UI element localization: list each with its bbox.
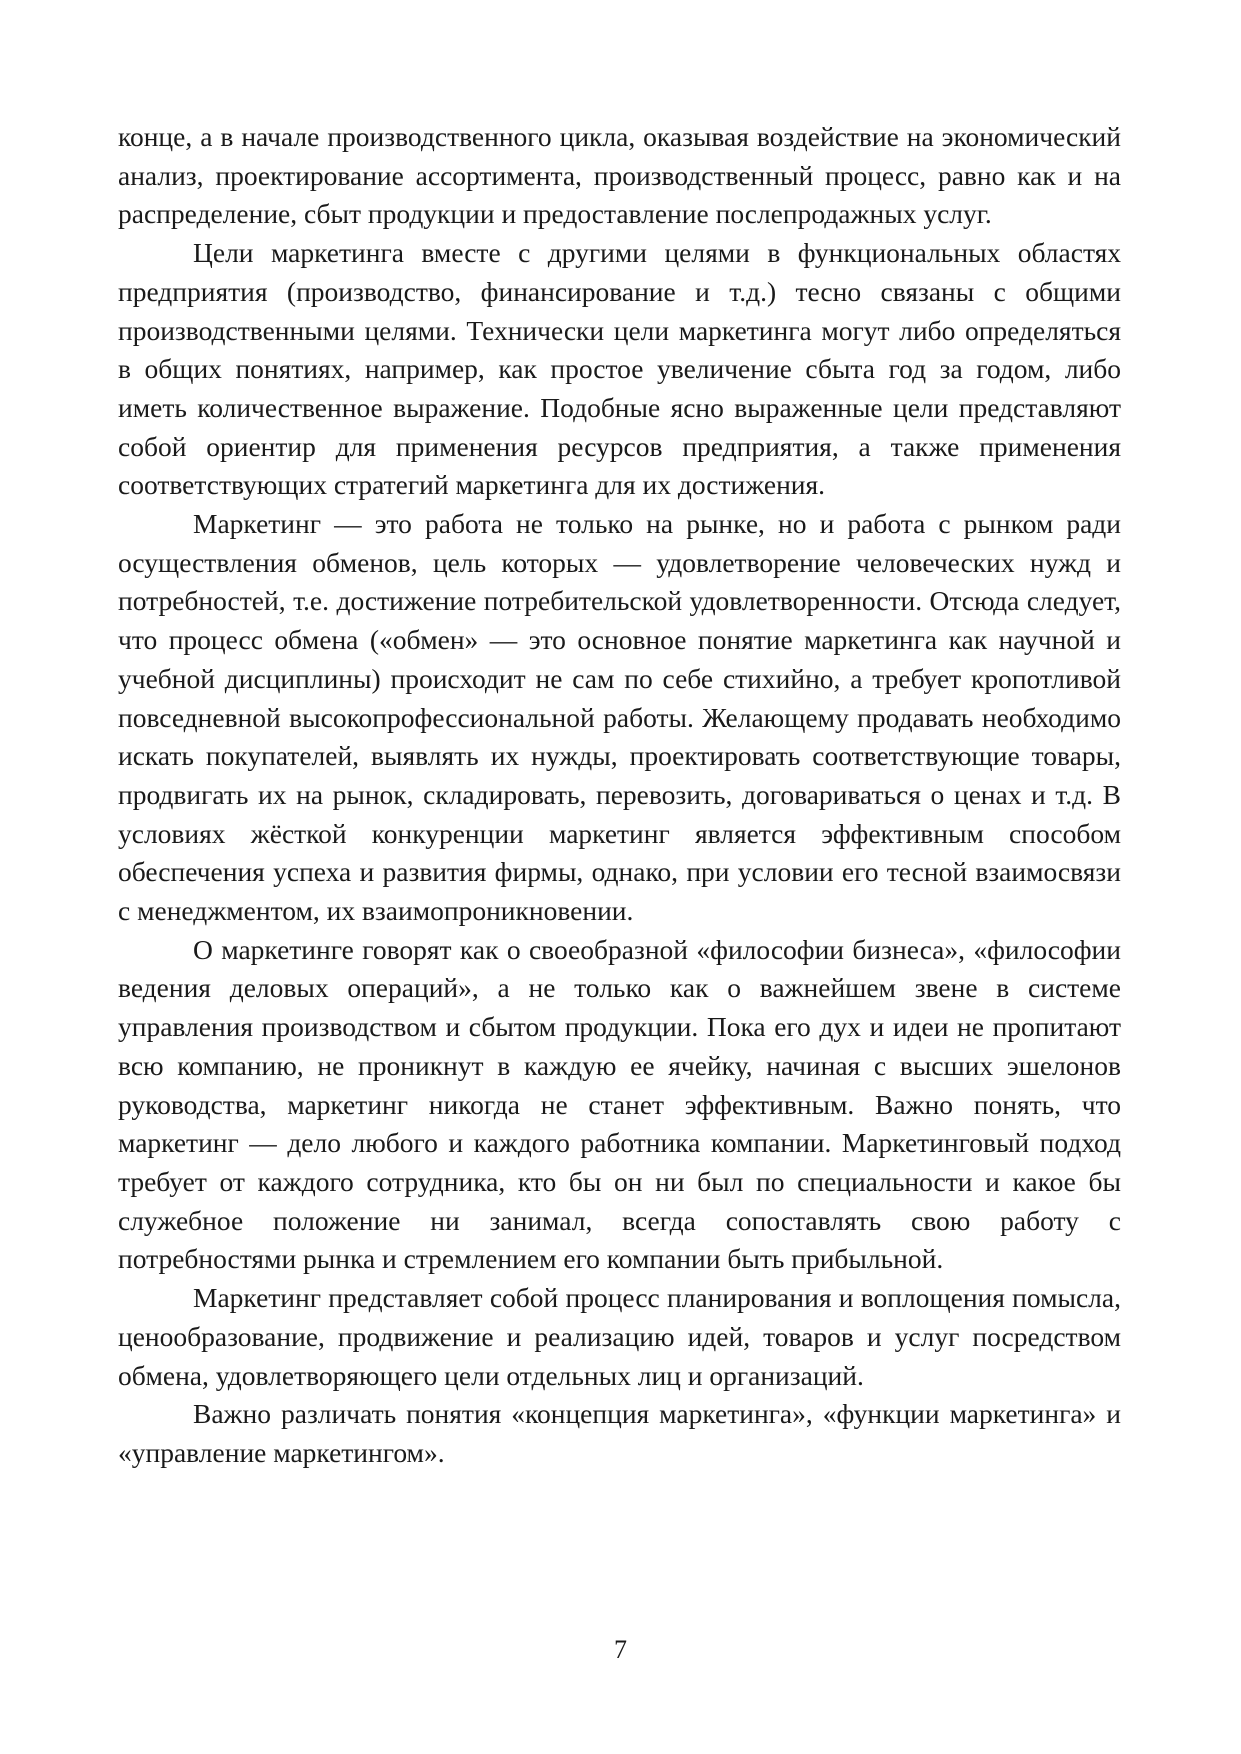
paragraph-marketing-exchange: Маркетинг — это работа не только на рынке, но и работа с рынком ради осуществления обменов, цель которых — удовлетворение человеческих нужд и потребностей, т.е. достижение потребительской удовлетворенности. Отсюда следует, что процесс обмена («обмен» — это основное понятие маркетинга как научной и учебной дисциплины) происходит не сам по себе стихийно, а требует кропотливой повседневной высокопрофессиональной работы. Желающему продавать необходимо искать покупателей, выявлять их нужды, проектировать соответствующие товары, продвигать их на рынок, складировать, перевозить, договариваться о ценах и т.д. В условиях жёсткой конкуренции маркетинг является эффективным способом обеспечения успеха и развития фирмы, однако, при условии его тесной взаимосвязи с менеджментом, их взаимопроникновении. xyxy=(118,508,1121,927)
paragraph-marketing-goals: Цели маркетинга вместе с другими целями в функциональных областях предприятия (производство, финансирование и т.д.) тесно связаны с общими производственными целями. Технически цели маркетинга могут либо определяться в общих понятиях, например, как простое увеличение сбыта год за годом, либо иметь количественное выражение. Подобные ясно выраженные цели представляют собой ориентир для применения ресурсов предприятия, а также применения соответствующих стратегий маркетинга для их достижения. xyxy=(118,237,1121,501)
page-number: 7 xyxy=(614,1635,627,1664)
paragraph-business-philosophy: О маркетинге говорят как о своеобразной «философии бизнеса», «философии ведения деловых операций», а не только как о важнейшем звене в системе управления производством и сбытом продукции. Пока его дух и идеи не пропитают всю компанию, не проникнут в каждую ее ячейку, начиная с высших эшелонов руководства, маркетинг никогда не станет эффективным. Важно понять, что маркетинг — дело любого и каждого работника компании. Маркетинговый подход требует от каждого сотрудника, кто бы он ни был по специальности и какое бы служебное положение ни занимал, всегда сопоставлять свою работу с потребностями рынка и стремлением его компании быть прибыльной. xyxy=(118,933,1121,1275)
page-body xyxy=(118,118,1121,1473)
paragraph-continuation: конце, а в начале производственного цикла, оказывая воздействие на экономический анализ, проектирование ассортимента, производственный процесс, равно как и на распределение, сбыт продукции и предоставление послепродажных услуг. xyxy=(118,121,1121,230)
paragraph-concepts: Важно различать понятия «концепция маркетинга», «функции маркетинга» и «управление маркетингом». xyxy=(118,1398,1121,1468)
paragraph-marketing-definition: Маркетинг представляет собой процесс планирования и воплощения помысла, ценообразование, продвижение и реализацию идей, товаров и услуг посредством обмена, удовлетворяющего цели отдельных лиц и организаций. xyxy=(118,1282,1121,1391)
